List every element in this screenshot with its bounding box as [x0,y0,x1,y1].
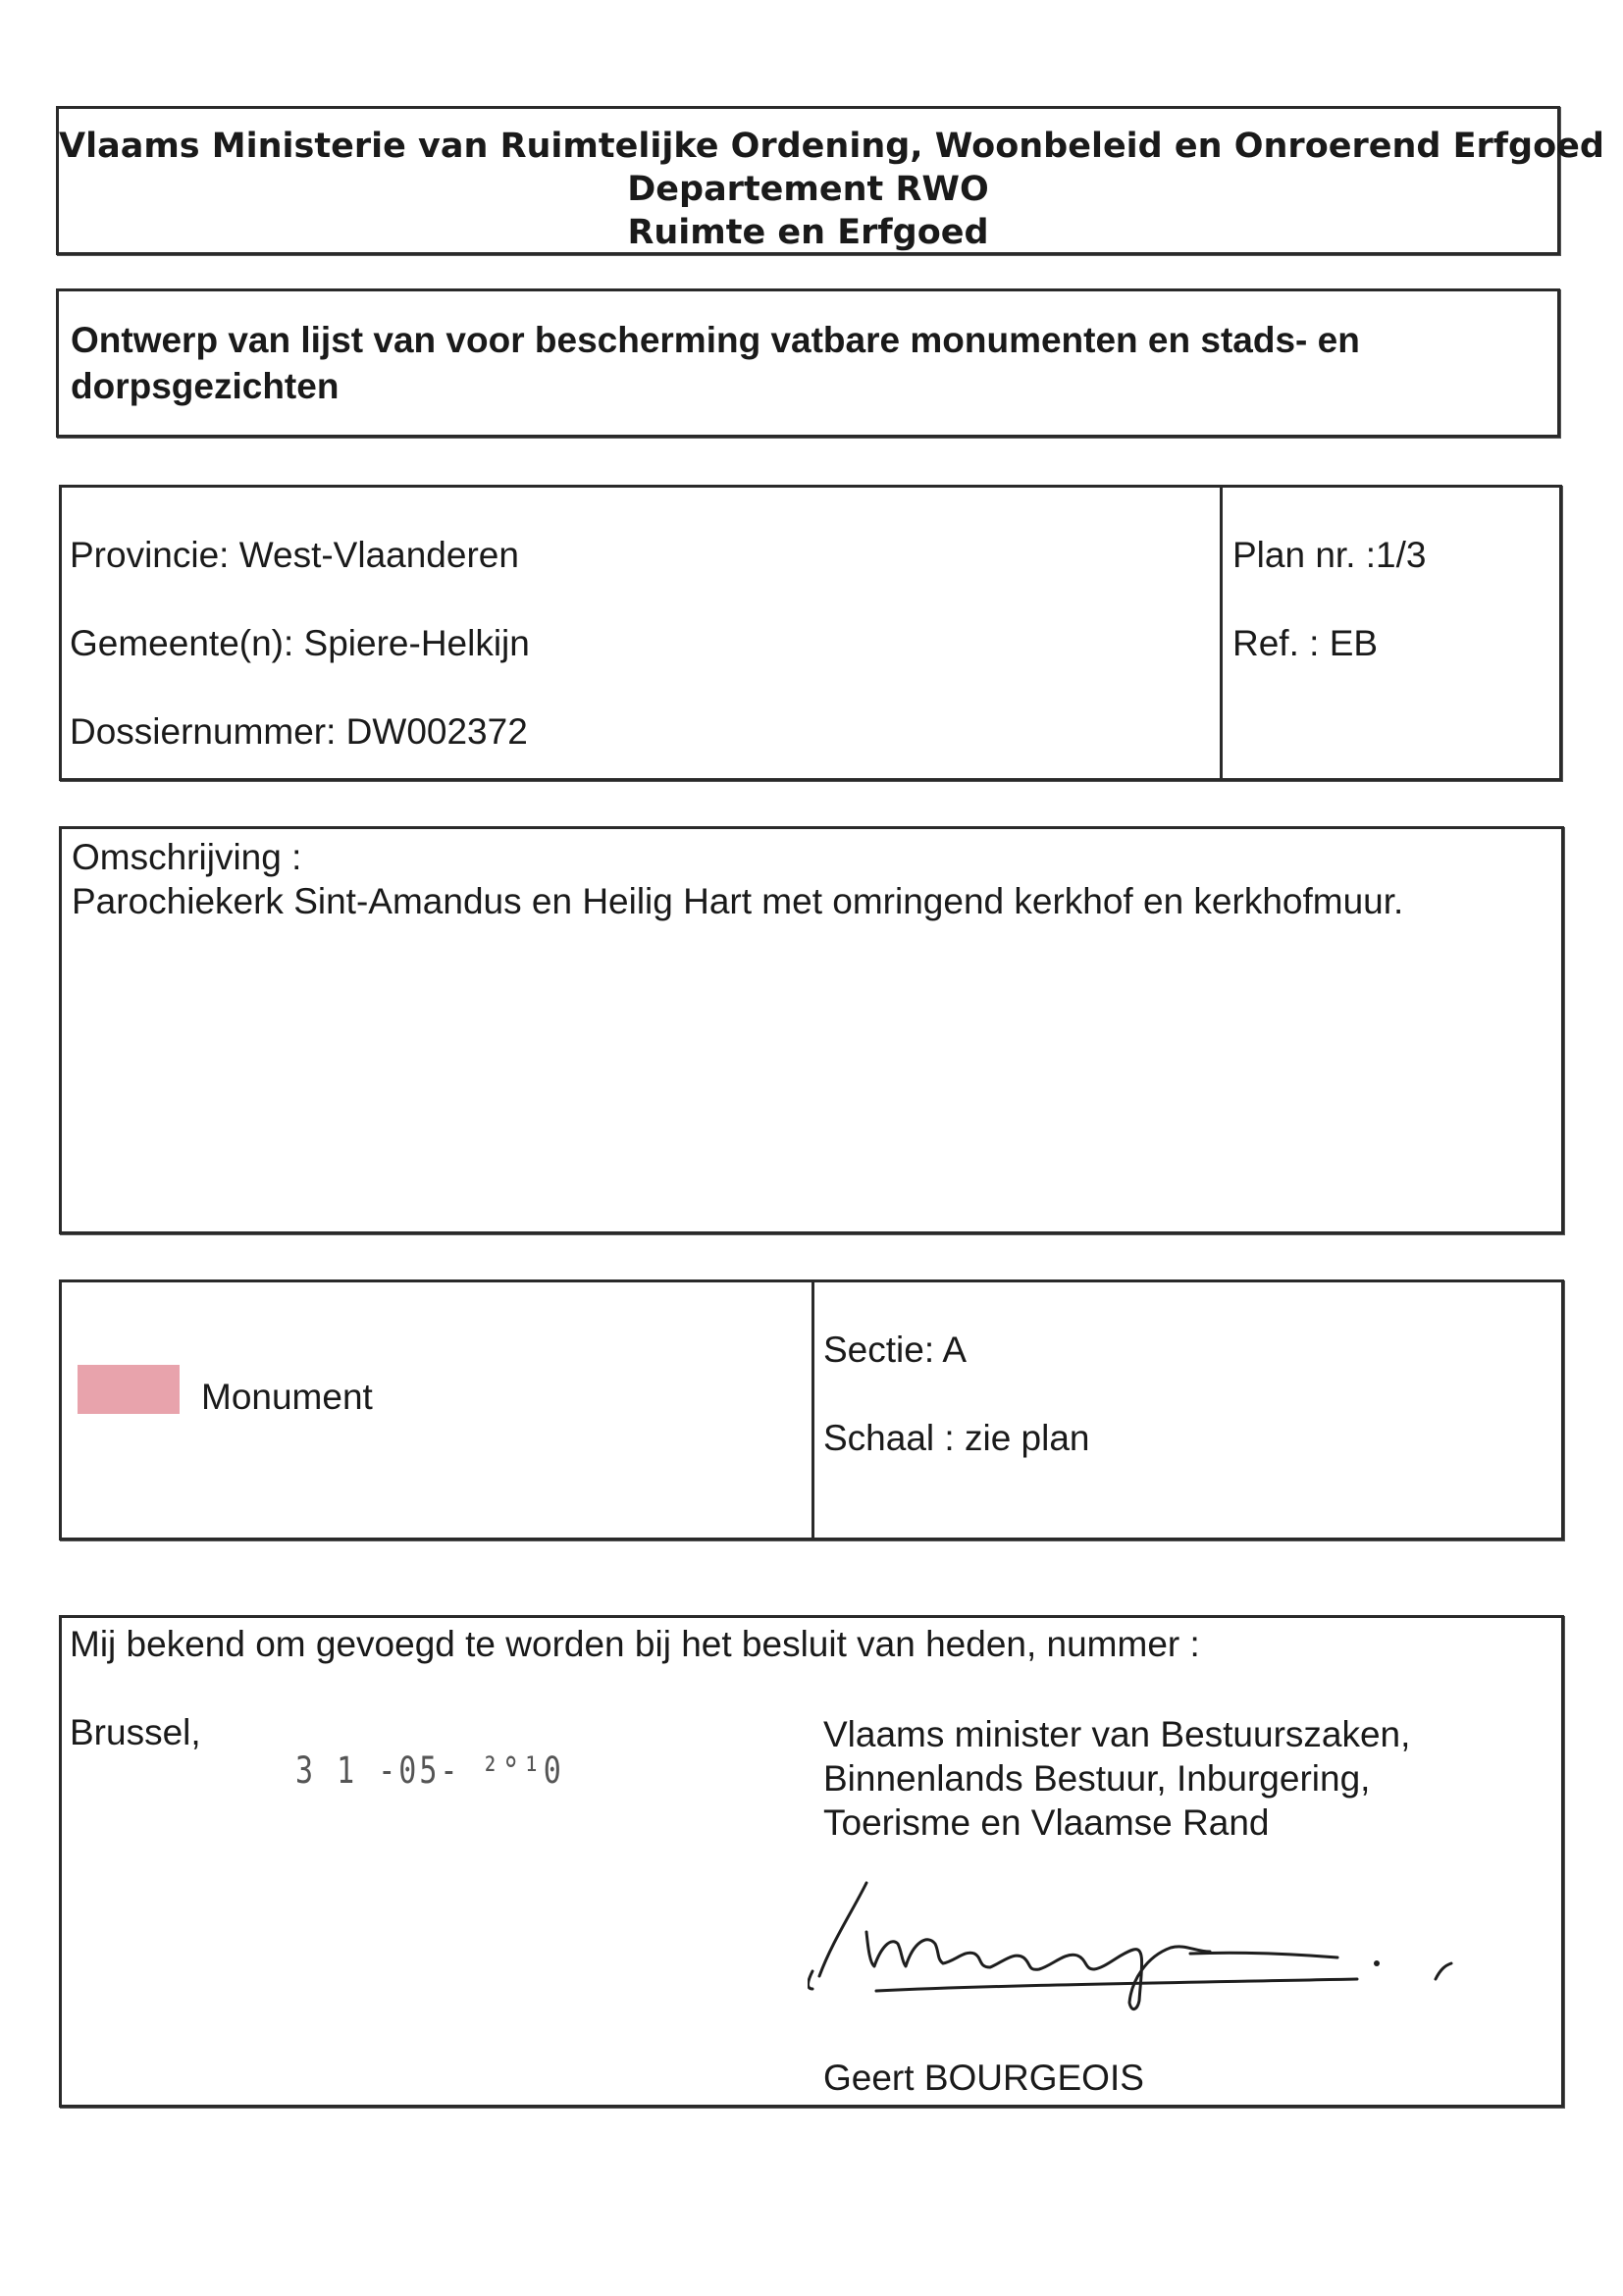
reference-field: Ref. : EB [1232,623,1379,663]
description-box [59,826,1564,1234]
place-label: Brussel, [70,1712,201,1752]
date-stamp: 3 1 -05- ²°¹0 [295,1749,564,1793]
schaal-field: Schaal : zie plan [823,1418,1090,1458]
dossiernummer-field: Dossiernummer: DW002372 [70,711,528,752]
approval-statement: Mij bekend om gevoegd te worden bij het besluit van heden, nummer : [70,1624,1200,1664]
minister-title-line-1: Vlaams minister van Bestuurszaken, [823,1714,1411,1754]
legend-box [59,1279,1564,1540]
handwritten-signature [808,1873,1534,2020]
gemeente-field: Gemeente(n): Spiere-Helkijn [70,623,530,663]
info-box [59,485,1562,781]
monument-legend-label: Monument [201,1377,373,1417]
document-title-box [56,288,1560,438]
document-title: Ontwerp van lijst van voor bescherming vatbare monumenten en stads- en dorpsgezichten [71,320,1360,406]
minister-name: Geert BOURGEOIS [823,2058,1144,2098]
ministry-name: Vlaams Ministerie van Ruimtelijke Ordening, Woonbeleid en Onroerend Erfgoed [59,127,1604,166]
info-divider [1220,488,1223,778]
minister-title-line-2: Binnenlands Bestuur, Inburgering, [823,1758,1371,1799]
minister-title [823,1712,1410,1845]
minister-title-line-3: Toerisme en Vlaamse Rand [823,1802,1270,1843]
division-name: Ruimte en Erfgoed [627,213,989,252]
plan-number-field: Plan nr. :1/3 [1232,535,1427,575]
sectie-field: Sectie: A [823,1330,968,1370]
department-name: Departement RWO [627,170,989,209]
legend-divider [812,1282,814,1538]
monument-color-swatch [78,1365,180,1414]
ministry-header [56,106,1604,255]
description-label: Omschrijving : [72,837,302,877]
signature-box [59,1615,1564,2108]
provincie-field: Provincie: West-Vlaanderen [70,535,519,575]
description-text: Parochiekerk Sint-Amandus en Heilig Hart met omringend kerkhof en kerkhofmuur. [72,881,1404,921]
